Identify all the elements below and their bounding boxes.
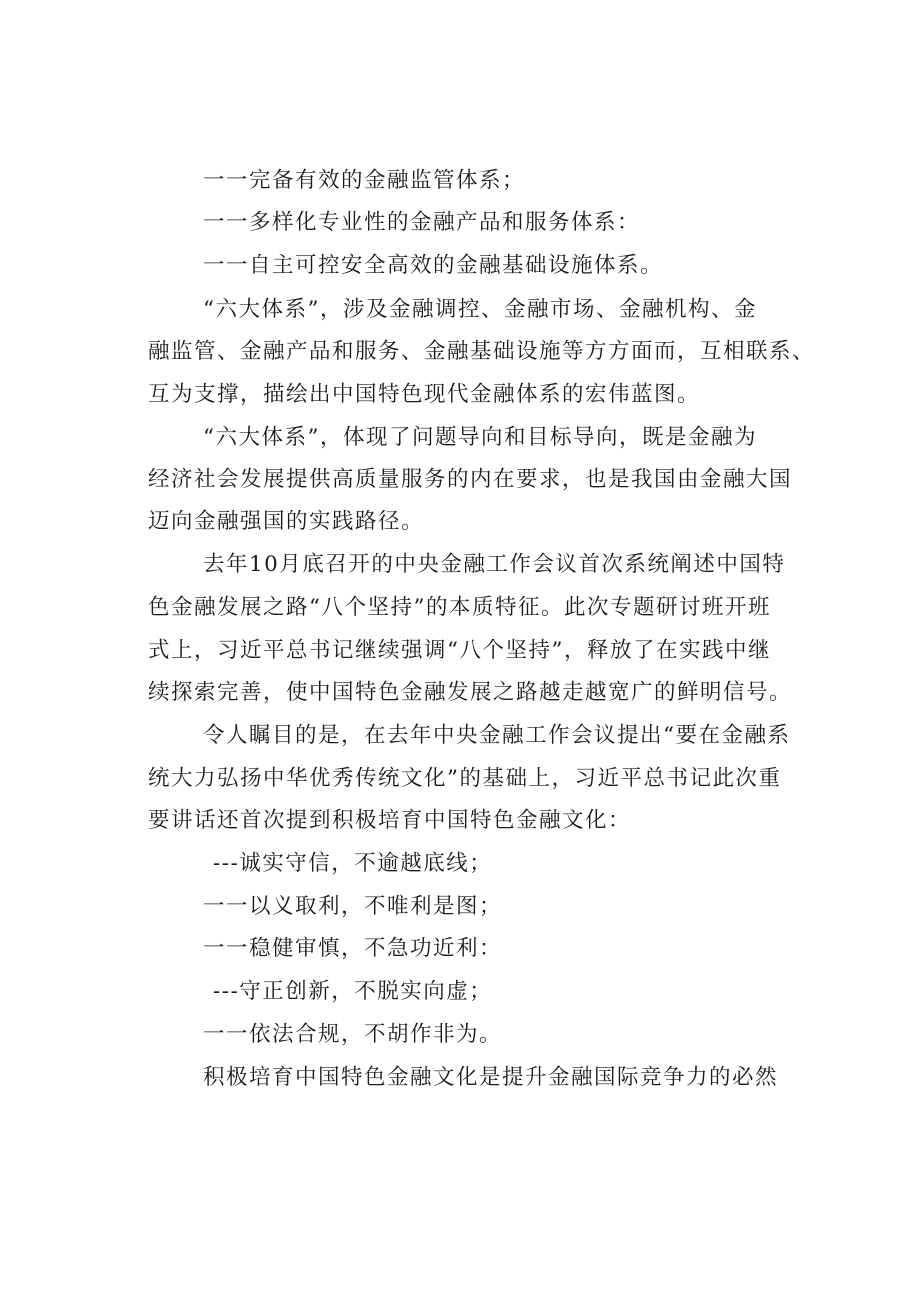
text-line: ---守正创新，不脱实向虚； [213, 979, 493, 1004]
text-line: ---诚实守信，不逾越底线； [213, 851, 493, 876]
text-line: 一一多样化专业性的金融产品和服务体系： [203, 210, 641, 235]
text-line: 经济社会发展提供高质量服务的内在要求，也是我国由金融大国 [148, 467, 793, 492]
text-line: 积极培育中国特色金融文化是提升金融国际竞争力的必然 [203, 1065, 779, 1090]
text-line: 去年10月底召开的中央金融工作会议首次系统阐述中国特 [203, 552, 786, 577]
text-line: 续探索完善，使中国特色金融发展之路越走越宽广的鲜明信号。 [148, 680, 793, 705]
text-line: 迈向金融强国的实践路径。 [148, 509, 425, 534]
text-line: 令人瞩目的是，在去年中央金融工作会议提出“要在金融系 [203, 723, 791, 748]
text-line: 要讲话还首次提到积极培育中国特色金融文化： [148, 808, 632, 833]
text-line: “六大体系”，涉及金融调控、金融市场、金融机构、金 [203, 297, 757, 322]
text-line: 融监管、金融产品和服务、金融基础设施等方方面而，互相联系、 [148, 339, 816, 364]
text-line: 式上，习近平总书记继续强调“八个坚持”，释放了在实践中继 [148, 638, 771, 663]
text-line: 一一完备有效的金融监管体系； [203, 168, 526, 193]
text-line: 一一自主可控安全高效的金融基础设施体系。 [203, 253, 664, 278]
text-line: 统大力弘扬中华优秀传统文化”的基础上，习近平总书记此次重 [148, 766, 782, 791]
text-line: 色金融发展之路“八个坚持”的本质特征。此次专题研讨班开班 [148, 595, 771, 620]
text-line: 一一以义取利，不唯利是图； [203, 894, 503, 919]
text-line: “六大体系”，体现了问题导向和目标导向，既是金融为 [203, 425, 757, 450]
text-line: 一一依法合规，不胡作非为。 [203, 1022, 503, 1047]
text-line: 一一稳健审慎，不急功近利： [203, 936, 503, 961]
text-line: 互为支撑，描绘出中国特色现代金融体系的宏伟蓝图。 [148, 382, 701, 407]
